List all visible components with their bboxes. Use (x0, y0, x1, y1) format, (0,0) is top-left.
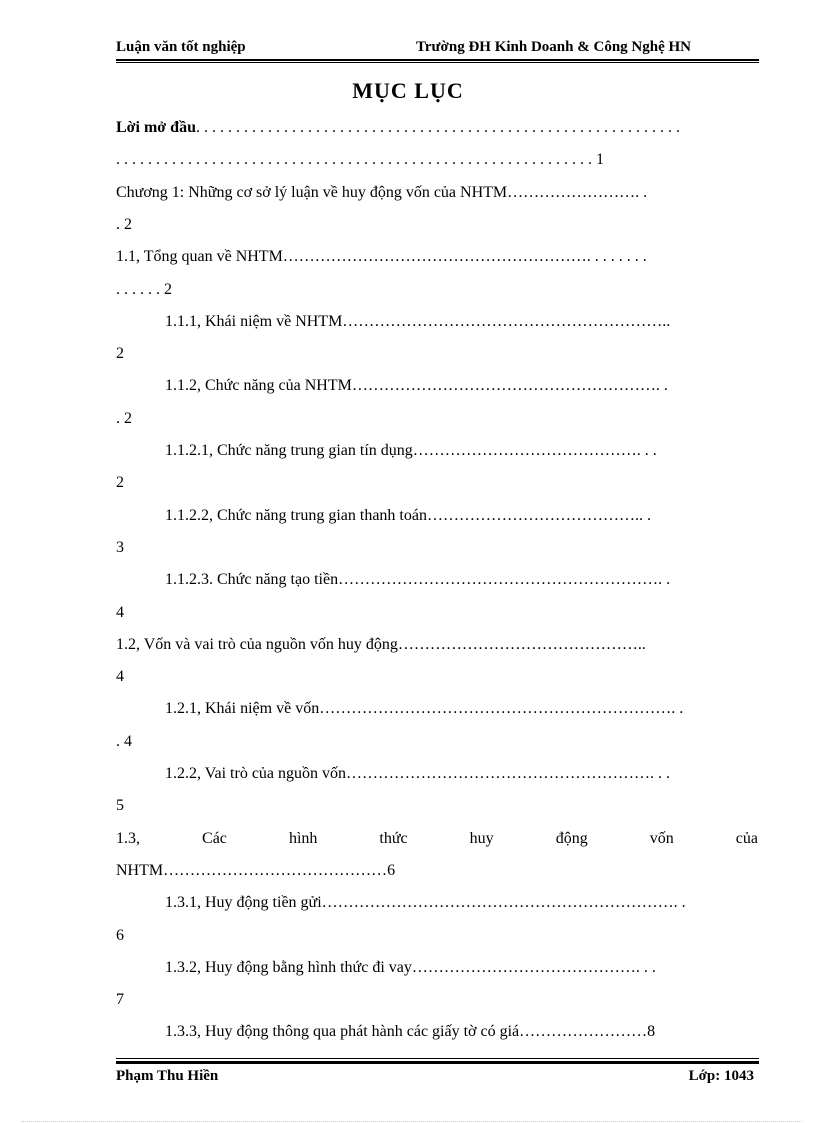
page-footer (116, 1068, 758, 1088)
toc-line (116, 536, 758, 560)
toc-text: 1.1, Tổng quan về NHTM…………………………………………………. . . . . . . . (116, 248, 647, 266)
toc-line (116, 924, 758, 948)
header-left-text: Luận văn tốt nghiệp (116, 39, 246, 55)
header-rule-thin (116, 62, 759, 63)
toc-line (165, 891, 758, 915)
toc-text: 1.2.2, Vai trò của nguồn vốn…………………………………………………. . . (165, 765, 671, 782)
toc-line (116, 407, 758, 431)
toc-text: 5 (116, 797, 124, 815)
page-edge-divider (22, 1121, 802, 1122)
toc-word: Các (202, 829, 227, 847)
toc-text: NHTM……………………………………6 (116, 861, 396, 879)
toc-line (116, 827, 758, 851)
toc-text: 1.3.1, Huy động tiền gửi…………………………………………………………. . (165, 894, 686, 912)
page-title: MỤC LỤC (352, 78, 464, 103)
page-header (116, 39, 758, 59)
toc-line (165, 310, 758, 334)
toc-text: 1.1.2.2, Chức năng trung gian thanh toán………………………………….. . (165, 506, 651, 524)
toc-line (165, 697, 758, 721)
toc-line (116, 213, 758, 237)
toc-word: 1.3, (116, 829, 140, 847)
toc-line (116, 116, 758, 140)
toc-text: 1.3.3, Huy động thông qua phát hành các giấy tờ có giá……………………8 (165, 1023, 656, 1041)
toc-text: 2 (116, 345, 124, 363)
toc-line (116, 278, 758, 302)
toc-line (116, 181, 758, 205)
toc-word: huy (469, 829, 494, 847)
toc-text: 1.2.1, Khái niệm về vốn…………………………………………………………. . (165, 700, 684, 718)
toc-text: 2 (116, 474, 124, 492)
header-rule (116, 59, 759, 61)
toc-text: 1.1.2.3. Chức năng tạo tiền……………………………………………………. . (165, 571, 671, 589)
toc-word: động (555, 829, 588, 847)
toc-line (165, 956, 758, 980)
toc-text: . 2 (116, 409, 132, 427)
toc-text: . 2 (116, 215, 132, 233)
toc-text: 6 (116, 926, 124, 944)
footer-class: Lớp: 1043 (688, 1068, 754, 1084)
toc-word: thức (379, 829, 408, 847)
toc-word: của (735, 829, 758, 847)
toc-text: 1.1.2, Chức năng của NHTM…………………………………………………. . (165, 377, 668, 395)
toc-line (116, 245, 758, 269)
toc-line (116, 471, 758, 495)
toc-line (116, 342, 758, 366)
toc-text: 1.1.2.1, Chức năng trung gian tín dụng……………………………………. . . (165, 442, 657, 459)
toc-line (116, 148, 758, 172)
footer-author: Phạm Thu Hiền (116, 1068, 219, 1084)
toc-word: vốn (649, 829, 674, 847)
toc-word: hình (288, 829, 318, 847)
toc-line (116, 859, 758, 883)
toc-text: 1.2, Vốn và vai trò của nguồn vốn huy động……………………………………….. (116, 635, 646, 653)
toc-line (165, 439, 758, 463)
toc-text: 1.1.1, Khái niệm về NHTM…………………………………………………….. (165, 312, 671, 330)
toc-text: 3 (116, 538, 124, 556)
toc-line (116, 633, 758, 657)
toc-text: . . . . . . . . . . . . . . . . . . . . . . . . . . . . . . . . . . . . . . . . . . . . . . . . . . . . . . . . . . . . . (195, 119, 680, 136)
toc-heading: Lời mở đầu (116, 119, 196, 136)
toc-text: 1.3.2, Huy động bằng hình thức đi vay……………………………………. . . (165, 958, 656, 976)
toc-line (165, 1020, 758, 1044)
toc-line (165, 374, 758, 398)
toc-line (165, 504, 758, 528)
toc-text: . . . . . . 2 (116, 280, 172, 298)
toc-text: . 4 (116, 732, 132, 750)
toc-line (116, 794, 758, 818)
footer-rule (116, 1061, 759, 1064)
toc-line (116, 601, 758, 625)
header-right-text: Trường ĐH Kinh Doanh & Công Nghệ HN (416, 39, 691, 55)
toc-text: 7 (116, 991, 124, 1009)
toc-line (116, 730, 758, 754)
toc-line (165, 762, 758, 786)
toc-line (116, 988, 758, 1012)
toc-line (116, 665, 758, 689)
footer-rule-thin (116, 1058, 759, 1059)
toc-text: 4 (116, 603, 124, 621)
toc-text: Chương 1: Những cơ sở lý luận về huy động vốn của NHTM……………………. . (116, 183, 648, 201)
toc-line (165, 568, 758, 592)
toc-text: . . . . . . . . . . . . . . . . . . . . . . . . . . . . . . . . . . . . . . . . . . . . . . . . . . . . . . . . . . . . 1 (116, 151, 604, 169)
toc-text: 4 (116, 668, 124, 686)
